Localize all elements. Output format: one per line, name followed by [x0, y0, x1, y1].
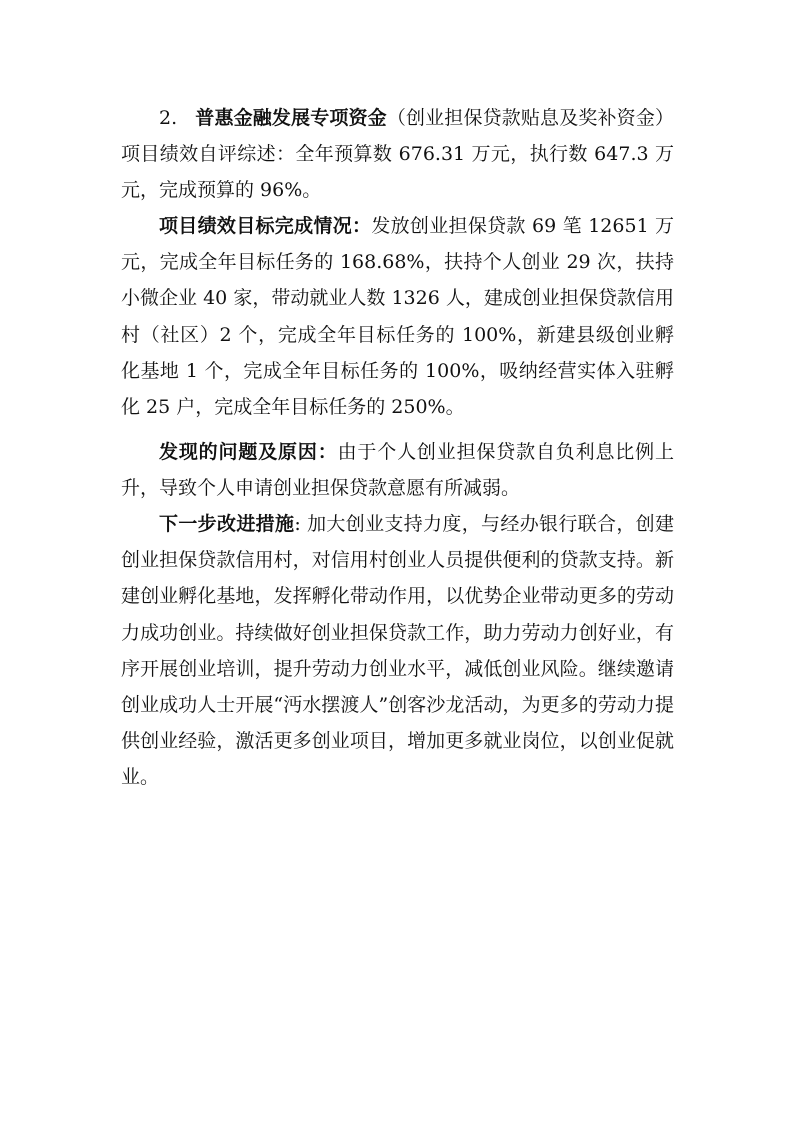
paragraph-text: （创业担保贷款贴息及奖补资金）项目绩效自评综述：全年预算数 676.31 万元，执行数 647.3 万元，完成预算的 96%。 — [121, 107, 674, 202]
section-heading: 普惠金融发展专项资金 — [195, 107, 387, 129]
paragraph-text: : 加大创业支持力度，与经办银行联合，创建创业担保贷款信用村，对信用村创业人员提供便利的贷款支持。新建创业孵化基地，发挥孵化带动作用，以优势企业带动更多的劳动力成功创业。持续做好创业担保贷款工作，助力劳动力创好业，有序开展创业培训，提升劳动力创业水平，减低创业风险。继续邀请创业成功人士开展“沔水摆渡人”创客沙龙活动，为更多的劳动力提供创业经验，激活更多创业项目，增加更多就业岗位，以创业促就业。 — [121, 513, 674, 789]
problems-heading: 发现的问题及原因： — [159, 441, 338, 463]
section-number: 2. — [159, 107, 178, 129]
paragraph-text: 发放创业担保贷款 69 笔 12651 万元，完成全年目标任务的 168.68%，扶持个人创业 29 次，扶持小微企业 40 家，带动就业人数 1326 人，建成创业担保贷款信用村（社区）2 个，完成全年目标任务的 100%，新建县级创业孵化基地 1 个，完成全年目标任务的 100%，吸纳经营实体入驻孵化 25 户，完成全年目标任务的 250%。 — [121, 215, 674, 419]
paragraph-improvements — [121, 506, 674, 796]
paragraph-performance-goals — [121, 208, 674, 425]
goals-heading: 项目绩效目标完成情况： — [159, 215, 372, 237]
paragraph-text: 由于个人创业担保贷款自负利息比例上升，导致个人申请创业担保贷款意愿有所减弱。 — [121, 441, 674, 500]
improvements-heading: 下一步改进措施 — [159, 513, 295, 535]
paragraph-budget-summary — [121, 100, 674, 209]
paragraph-problems — [121, 434, 674, 506]
